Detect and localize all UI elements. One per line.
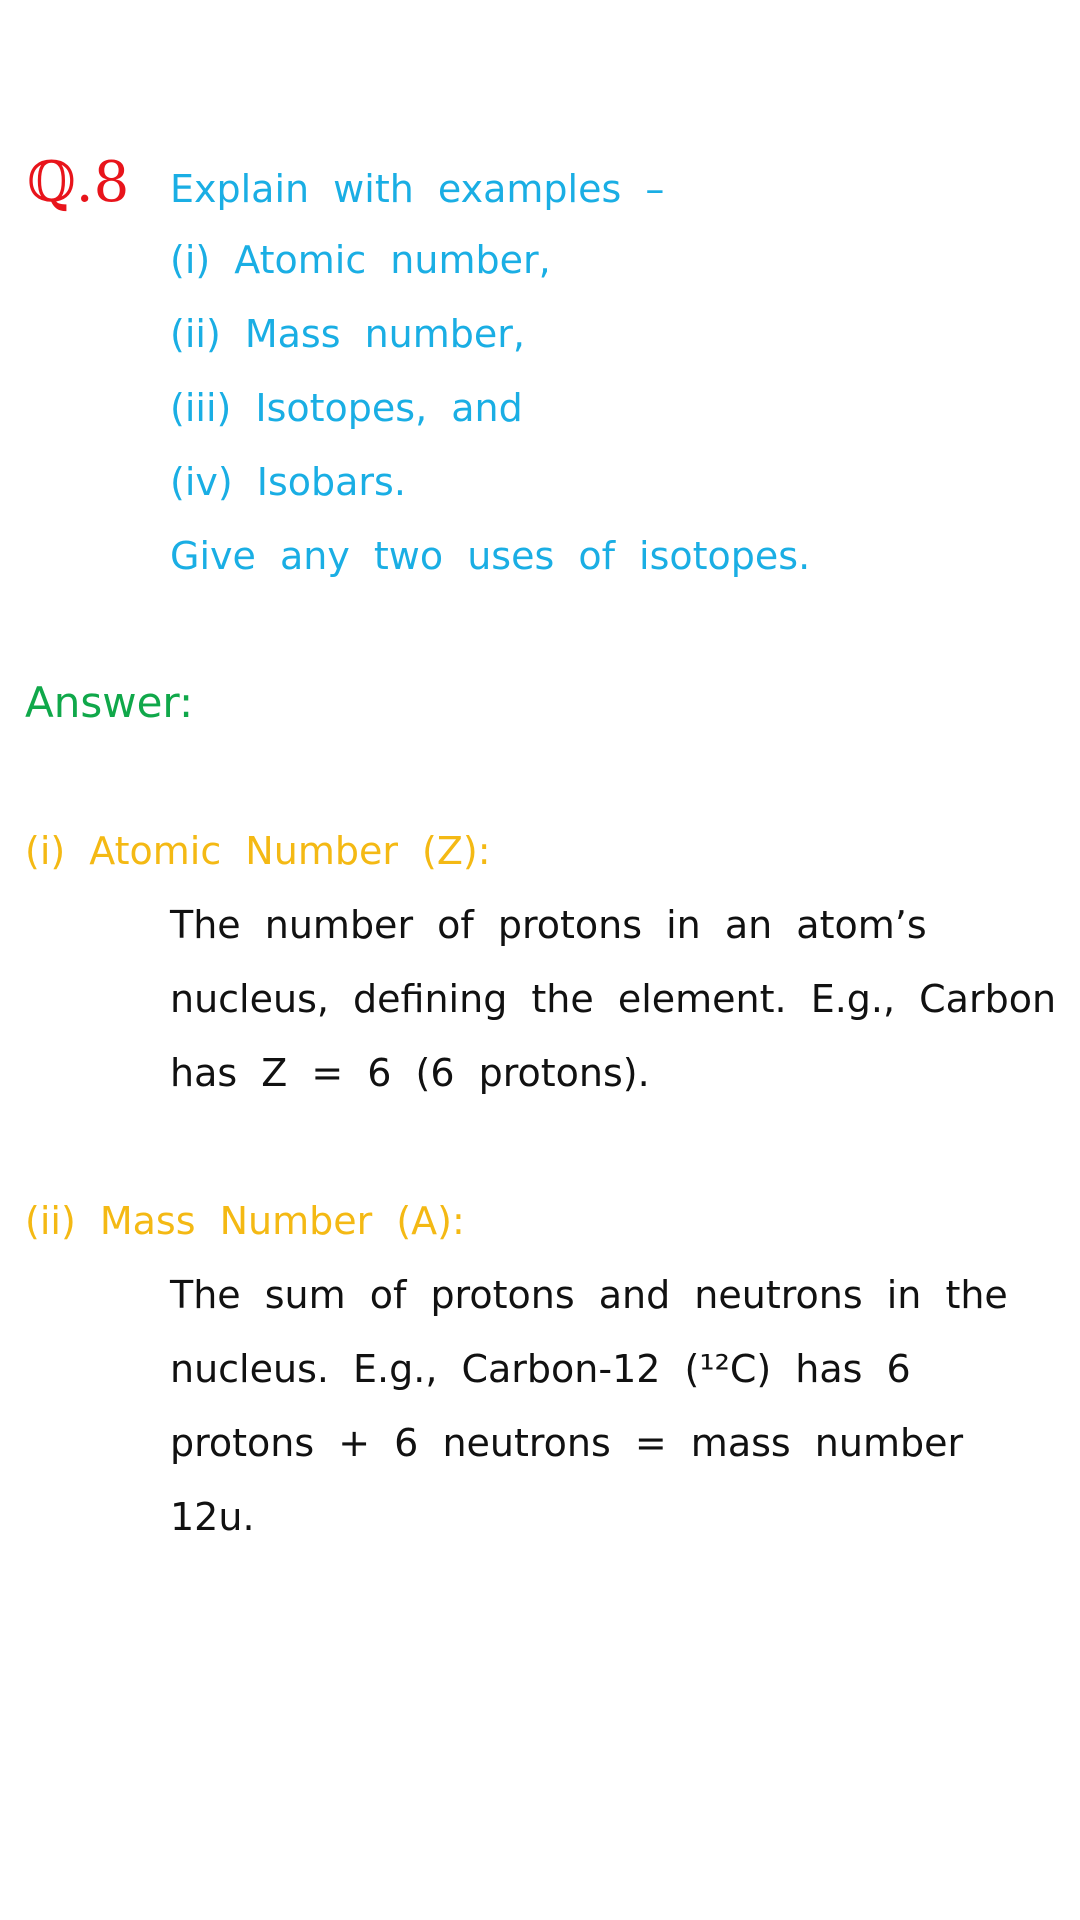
answer-text-line: nucleus. E.g., Carbon-12 (¹²C) has 6	[170, 1347, 911, 1391]
answer-text-line: protons + 6 neutrons = mass number	[170, 1421, 964, 1465]
answer-heading-atomic-number: (i) Atomic Number (Z):	[25, 829, 491, 873]
question-item-atomic-number: (i) Atomic number,	[170, 238, 551, 282]
answer-label: Answer:	[25, 678, 194, 727]
answer-text-line: 12u.	[170, 1495, 255, 1539]
question-item-isotopes: (iii) Isotopes, and	[170, 386, 523, 430]
question-item-mass-number: (ii) Mass number,	[170, 312, 525, 356]
answer-text-line: nucleus, defining the element. E.g., Carbon	[170, 977, 1057, 1021]
answer-text-line: The number of protons in an atom’s	[170, 903, 927, 947]
question-prompt: Explain with examples –	[170, 167, 665, 211]
answer-text-line: has Z = 6 (6 protons).	[170, 1051, 650, 1095]
question-item-isobars: (iv) Isobars.	[170, 460, 406, 504]
question-followup: Give any two uses of isotopes.	[170, 534, 811, 578]
answer-text-line: The sum of protons and neutrons in the	[170, 1273, 1008, 1317]
question-number: ℚ.8	[27, 150, 130, 215]
answer-heading-mass-number: (ii) Mass Number (A):	[25, 1199, 465, 1243]
